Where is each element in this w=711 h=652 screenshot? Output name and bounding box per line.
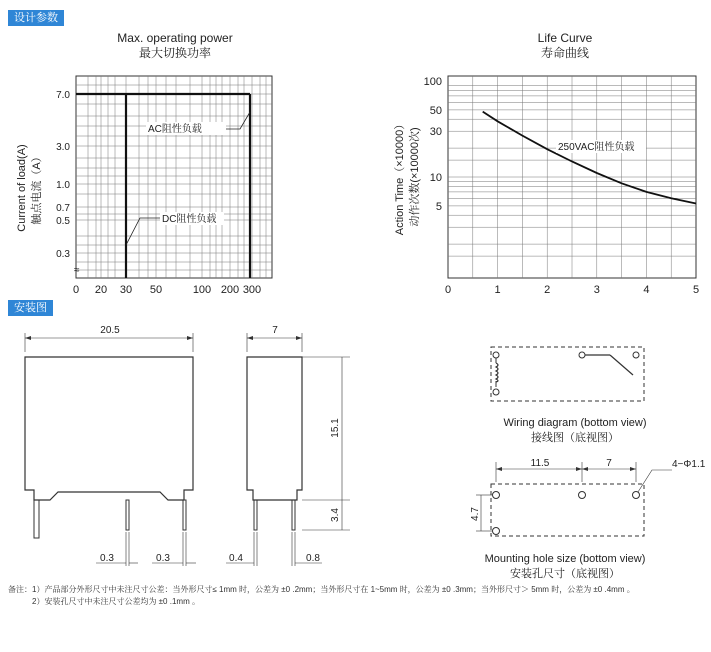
ac-label: AC阻性负载 [148, 124, 202, 135]
dim-width: 20.5 [100, 325, 120, 336]
footnotes [8, 584, 635, 608]
mounting-caption-cn: 安装孔尺寸（底视图） [510, 568, 620, 580]
footnote-1: 备注：1）产品部分外形尺寸中未注尺寸公差：当外形尺寸≤ 1mm 时，公差为 ±0 .2mm；当外形尺寸在 1~5mm 时，公差为 ±0 .3mm；当外形尺寸＞ 5mm 时，公差为 ±0 .4mm 。 [8, 585, 635, 594]
power-title-en: Max. operating power [117, 31, 233, 45]
wiring-diagram [491, 347, 647, 444]
power-ylabel-en: Current of load(A) [16, 144, 28, 232]
front-view [25, 325, 196, 566]
section-tag-install: 安装图 [8, 300, 53, 316]
mount-dim-1: 11.5 [530, 458, 550, 469]
power-xtick-label: 100 [192, 284, 212, 296]
power-xtick-label: 50 [149, 284, 163, 296]
dim-pin1: 0.3 [100, 553, 114, 564]
life-chart [393, 31, 699, 296]
life-curve [483, 112, 696, 204]
wiring-caption-en: Wiring diagram (bottom view) [503, 417, 647, 429]
power-ytick-label: 0.5 [56, 216, 70, 227]
life-xtick-label: 0 [444, 284, 452, 296]
mounting-diagram [470, 458, 706, 580]
mount-dim-3: 4.7 [470, 507, 481, 521]
life-y-ticks [424, 76, 442, 213]
life-x-ticks [445, 284, 699, 296]
coil-icon [496, 363, 498, 382]
power-y-ticks [56, 90, 70, 260]
dim-pin2: 0.3 [156, 553, 170, 564]
power-ylabel-cn: 触点电流（A） [31, 151, 43, 225]
life-ytick-label: 50 [429, 104, 442, 117]
life-ytick-label: 100 [423, 76, 442, 88]
life-curve-label: 250VAC阻性负载 [558, 142, 635, 153]
power-x-ticks [73, 284, 261, 296]
dim-pin4: 0.8 [306, 553, 320, 564]
power-chart [16, 31, 272, 296]
power-xtick-label: 200 [220, 284, 240, 296]
dc-leader [126, 218, 160, 245]
life-xtick-label: 3 [593, 284, 600, 296]
mounting-caption-en: Mounting hole size (bottom view) [484, 553, 646, 565]
dim-pin-length: 3.4 [330, 508, 341, 522]
power-xtick-label: 20 [94, 284, 108, 296]
side-view [226, 325, 350, 566]
life-title-en: Life Curve [537, 31, 593, 45]
life-xtick-label: 2 [544, 284, 551, 296]
life-ytick-label: 10 [429, 172, 442, 184]
footnote-2: 2）安装孔尺寸中未注尺寸公差均为 ±0 .1mm 。 [8, 597, 200, 606]
power-xtick-label: 300 [242, 284, 262, 296]
power-plot-frame [76, 76, 272, 278]
dim-height: 15.1 [330, 418, 341, 438]
dc-label: DC阻性负载 [162, 214, 217, 225]
mount-dim-2: 7 [606, 458, 612, 469]
life-xtick-label: 1 [494, 284, 501, 296]
power-ytick-label: 1.0 [56, 180, 70, 191]
power-xtick-label: 30 [119, 284, 133, 296]
switch-contact-icon [610, 355, 633, 375]
power-ytick-label: 3.0 [56, 142, 70, 153]
dim-depth: 7 [272, 325, 278, 336]
life-ylabel-cn: 动作次数(×10000次) [409, 127, 421, 227]
power-ytick-label: 0.3 [56, 249, 70, 260]
power-title-cn: 最大切换功率 [138, 46, 212, 60]
axis-break-mark: ≈ [74, 265, 80, 276]
life-ytick-label: 5 [435, 200, 442, 213]
life-ytick-label: 30 [429, 126, 442, 139]
section-tag-design: 设计参数 [8, 10, 64, 26]
mount-hole-label: 4−Φ1.1 [672, 459, 706, 470]
power-ytick-label: 7.0 [56, 90, 70, 101]
life-title-cn: 寿命曲线 [540, 46, 590, 60]
wiring-caption-cn: 接线图（底视图） [531, 432, 619, 444]
power-grid [76, 76, 272, 278]
life-xtick-label: 5 [692, 284, 700, 296]
dim-pin3: 0.4 [229, 553, 243, 564]
life-grid [448, 76, 696, 278]
life-ylabel-en: Action Time（×10000） [394, 118, 406, 236]
life-xtick-label: 4 [643, 284, 650, 296]
power-xtick-label: 0 [72, 284, 80, 296]
power-ytick-label: 0.7 [56, 203, 70, 214]
